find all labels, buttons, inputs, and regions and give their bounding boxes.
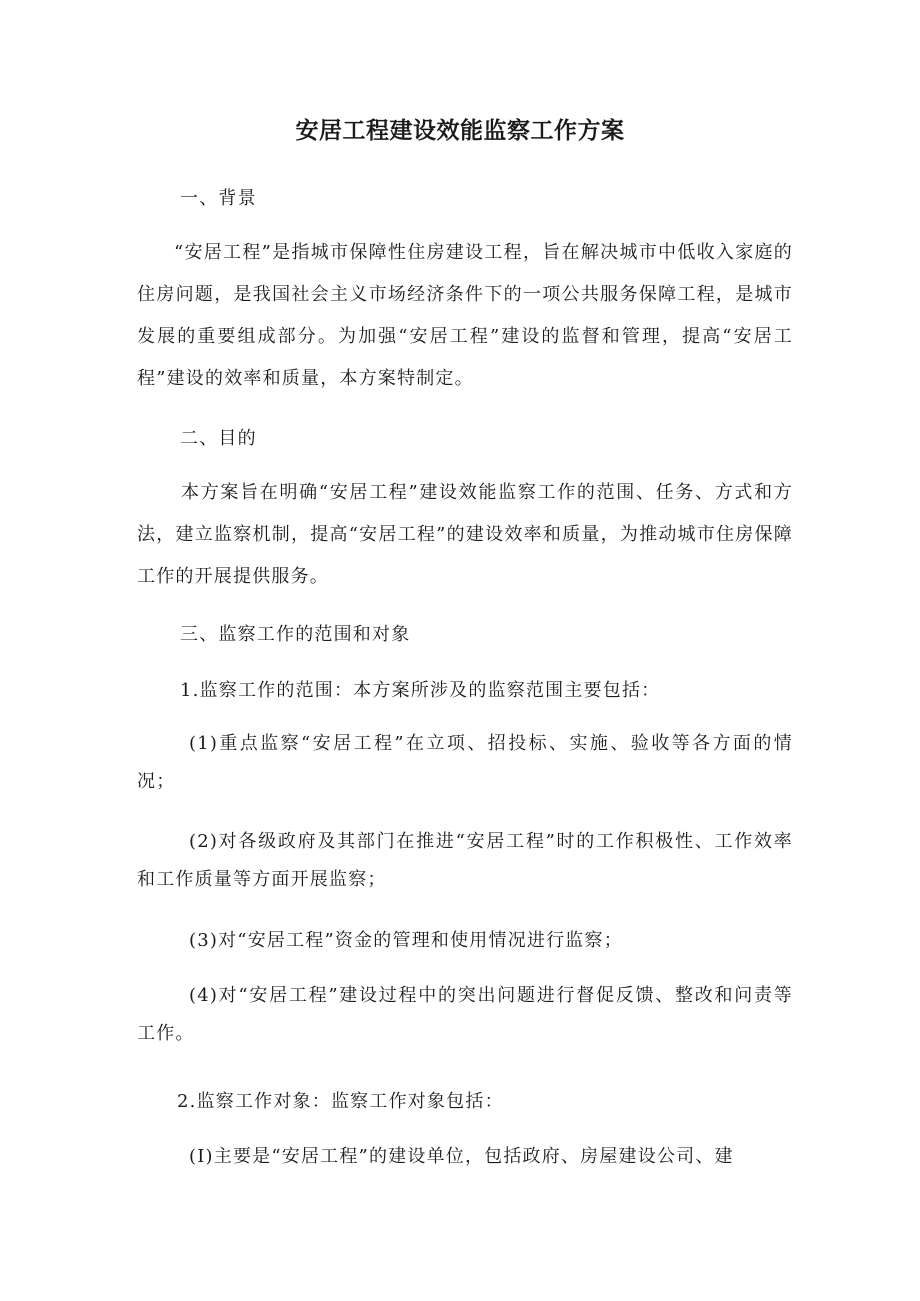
scope-item-3: (3)对“安居工程”资金的管理和使用情况进行监察； — [189, 930, 623, 951]
scope-item-2: (2)对各级政府及其部门在推进“安居工程”时的工作积极性、工作效率和工作质量等方面开展监察； — [137, 831, 793, 890]
section-heading-background: 一、背景 — [180, 188, 257, 209]
purpose-paragraph: 本方案旨在明确“安居工程”建设效能监察工作的范围、任务、方式和方法，建立监察机制，提高“安居工程”的建设效率和质量，为推动城市住房保障工作的开展提供服务。 — [137, 482, 793, 587]
document-title: 安居工程建设效能监察工作方案 — [295, 118, 625, 144]
section-heading-scope: 三、监察工作的范围和对象 — [180, 624, 411, 645]
scope-item-1: (1)重点监察“安居工程”在立项、招投标、实施、验收等各方面的情况； — [137, 733, 793, 792]
scope-intro: 1.监察工作的范围：本方案所涉及的监察范围主要包括： — [180, 680, 661, 701]
objects-intro: 2.监察工作对象：监察工作对象包括： — [177, 1091, 504, 1112]
objects-item-1: (I)主要是“安居工程”的建设单位，包括政府、房屋建设公司、建 — [189, 1146, 734, 1167]
scope-item-4: (4)对“安居工程”建设过程中的突出问题进行督促反馈、整改和问责等工作。 — [137, 985, 793, 1044]
section-heading-purpose: 二、目的 — [180, 428, 257, 449]
background-paragraph: “安居工程”是指城市保障性住房建设工程，旨在解决城市中低收入家庭的住房问题，是我国社会主义市场经济条件下的一项公共服务保障工程，是城市发展的重要组成部分。为加强“安居工程”建设的监督和管理，提高“安居工程”建设的效率和质量，本方案特制定。 — [137, 242, 793, 389]
